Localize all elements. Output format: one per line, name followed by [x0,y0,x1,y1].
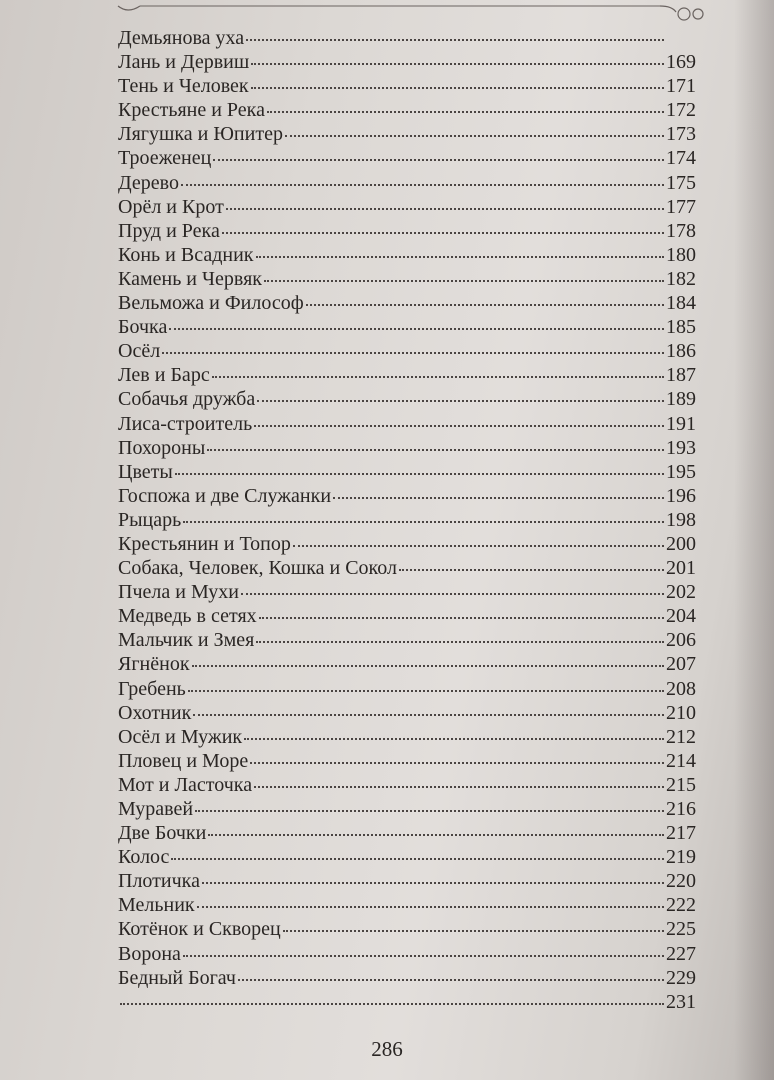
toc-entry [118,74,696,98]
toc-entry [118,701,696,725]
toc-entry-title: Охотник [118,701,192,724]
toc-entry [118,98,696,122]
toc-entry [118,291,696,315]
header-ornament-icon [0,0,774,24]
toc-entry-title: Бочка [118,316,168,339]
toc-entry [118,146,696,170]
toc-entry-page: 208 [666,677,696,700]
toc-entry [118,436,696,460]
toc-entry [118,652,696,676]
toc-entry-title: Бедный Богач [118,966,236,989]
toc-entry-page: 206 [666,629,696,652]
toc-leader-dots [169,328,664,330]
toc-leader-dots [251,87,664,89]
toc-entry [118,50,696,74]
toc-entry-page: 172 [666,99,696,122]
toc-entry-title: Осёл [118,340,161,363]
toc-entry [118,604,696,628]
toc-entry-title: Медведь в сетях [118,605,257,628]
toc-leader-dots [250,762,664,764]
toc-entry-title: Пловец и Море [118,749,249,772]
toc-entry-title: Похороны [118,436,206,459]
toc-entry [118,219,696,243]
toc-entry-title: Пчела и Мухи [118,581,239,604]
toc-leader-dots [162,352,664,354]
toc-entry-page: 216 [666,798,696,820]
toc-leader-dots [254,425,664,427]
toc-entry-page: 231 [666,990,696,1013]
toc-leader-dots [226,208,664,210]
toc-entry-title: Крестьянин и Топор [118,532,291,555]
toc-entry-page: 186 [666,340,696,363]
toc-entry [118,26,696,50]
toc-entry [118,677,696,701]
toc-entry [118,821,696,845]
toc-entry [118,893,696,917]
toc-entry-page: 195 [666,460,696,483]
toc-entry [118,412,696,436]
toc-entry-title: Ворона [118,942,181,965]
toc-entry-page: 207 [666,653,696,676]
toc-entry-title: Гребень [118,677,186,700]
toc-entry-title: Орёл и Крот [118,195,224,218]
toc-entry-page: 202 [666,581,696,604]
toc-leader-dots [188,690,664,692]
toc-leader-dots [212,376,664,378]
toc-leader-dots [120,1003,664,1005]
toc-entry-page: 225 [666,918,696,941]
toc-leader-dots [293,545,664,547]
toc-entry-page: 184 [666,292,696,315]
toc-leader-dots [306,304,664,306]
toc-leader-dots [171,858,664,860]
toc-entry-title: Дерево [118,171,179,194]
toc-entry-page: 187 [666,364,696,387]
toc-leader-dots [254,786,664,788]
toc-entry-page: 191 [666,412,696,435]
toc-leader-dots [222,232,664,234]
toc-entry [118,942,696,966]
toc-leader-dots [202,882,664,884]
toc-entry-title: Собака, Человек, Кошка и Сокол [118,557,397,580]
page-edge-shadow [734,0,774,1080]
toc-leader-dots [175,473,664,475]
toc-leader-dots [207,449,664,451]
toc-entry [118,508,696,532]
toc-entry [118,484,696,508]
toc-entry [118,869,696,893]
toc-leader-dots [285,135,664,137]
toc-entry-title: Мот и Ласточка [118,773,253,796]
toc-entry-title: Демьянова уха [118,27,245,49]
toc-entry-page: 219 [666,846,696,869]
toc-leader-dots [181,184,664,186]
toc-entry-page: 229 [666,966,696,989]
toc-entry [118,845,696,869]
toc-entry-title: Вельможа и Философ [118,292,304,315]
toc-leader-dots [244,738,664,740]
toc-entry-page: 220 [666,870,696,893]
toc-entry-title: Тень и Человек [118,75,249,98]
toc-entry [118,990,696,1014]
toc-leader-dots [241,593,664,595]
toc-entry-page: 212 [666,725,696,748]
toc-entry-title: Цветы [118,460,173,483]
toc-entry-title: Лягушка и Юпитер [118,123,283,146]
toc-leader-dots [333,497,664,499]
page-number: 286 [371,1037,403,1061]
toc-entry-title: Собачья дружба [118,388,256,411]
toc-entry-page: 217 [666,822,696,845]
toc-entry-page: 189 [666,388,696,411]
toc-entry [118,749,696,773]
toc-entry-page: 169 [666,51,696,74]
toc-entry-title: Рыцарь [118,508,182,531]
toc-entry [118,315,696,339]
toc-leader-dots [256,641,664,643]
toc-entry-title: Лев и Барс [118,364,210,387]
toc-entry-page: 214 [666,749,696,772]
toc-leader-dots [192,665,664,667]
toc-leader-dots [259,617,664,619]
toc-leader-dots [213,159,664,161]
toc-entry-page: 210 [666,701,696,724]
toc-entry-title: Госпожа и две Служанки [118,484,332,507]
toc-entry-title: Камень и Червяк [118,267,262,290]
toc-entry-title: Осёл и Мужик [118,725,243,748]
toc-leader-dots [256,256,664,258]
toc-entry-page: 177 [666,195,696,218]
toc-entry [118,773,696,797]
toc-leader-dots [193,714,664,716]
toc-leader-dots [183,521,664,523]
toc-entry-page: 198 [666,508,696,531]
toc-leader-dots [238,979,664,981]
toc-leader-dots [251,63,664,65]
toc-entry [118,460,696,484]
toc-entry [118,363,696,387]
toc-entry-title: Троеженец [118,147,212,170]
toc-entry-page: 173 [666,123,696,146]
toc-leader-dots [197,906,664,908]
toc-entry [118,556,696,580]
toc-entry [118,797,696,821]
toc-entry-page: 182 [666,267,696,290]
toc-entry-page: 171 [666,75,696,98]
toc-leader-dots [267,111,664,113]
toc-entry [118,725,696,749]
toc-entry-title: Лань и Дервиш [118,51,250,74]
toc-leader-dots [208,834,664,836]
toc-entry-title: Пруд и Река [118,219,220,242]
toc-entry-title: Ягнёнок [118,653,190,676]
toc-entry-title: Котёнок и Скворец [118,918,281,941]
toc-entry [118,171,696,195]
toc-entry-title: Муравей [118,798,194,820]
toc-entry-page: 174 [666,147,696,170]
toc-entry-page: 204 [666,605,696,628]
toc-entry-page: 193 [666,436,696,459]
toc-entry [118,917,696,941]
toc-entry-title: Крестьяне и Река [118,99,265,122]
toc-entry-title: Две Бочки [118,822,207,845]
toc-entry [118,339,696,363]
toc-entry [118,628,696,652]
toc-leader-dots [183,955,664,957]
toc-entry [118,966,696,990]
toc-entry-title: Мальчик и Змея [118,629,255,652]
table-of-contents [118,26,696,1014]
toc-leader-dots [195,810,664,812]
toc-entry-page: 222 [666,894,696,917]
toc-leader-dots [257,400,664,402]
toc-entry-title: Плотичка [118,870,200,893]
toc-leader-dots [246,39,664,41]
toc-entry-page: 180 [666,243,696,266]
toc-entry [118,580,696,604]
toc-leader-dots [283,930,664,932]
toc-entry-page: 175 [666,171,696,194]
toc-entry-title: Колос [118,846,170,869]
toc-entry-title: Конь и Всадник [118,243,254,266]
toc-leader-dots [399,569,664,571]
toc-entry-page: 201 [666,557,696,580]
toc-entry [118,195,696,219]
toc-entry-page: 200 [666,532,696,555]
toc-entry [118,267,696,291]
toc-entry [118,387,696,411]
toc-entry-page: 178 [666,219,696,242]
toc-leader-dots [264,280,664,282]
toc-entry-page: 215 [666,773,696,796]
toc-entry-title: Мельник [118,894,195,917]
toc-entry-page: 185 [666,316,696,339]
toc-entry-page: 196 [666,484,696,507]
toc-entry [118,122,696,146]
toc-entry [118,532,696,556]
toc-entry [118,243,696,267]
toc-entry-page: 227 [666,942,696,965]
toc-entry-title: Лиса-строитель [118,412,253,435]
